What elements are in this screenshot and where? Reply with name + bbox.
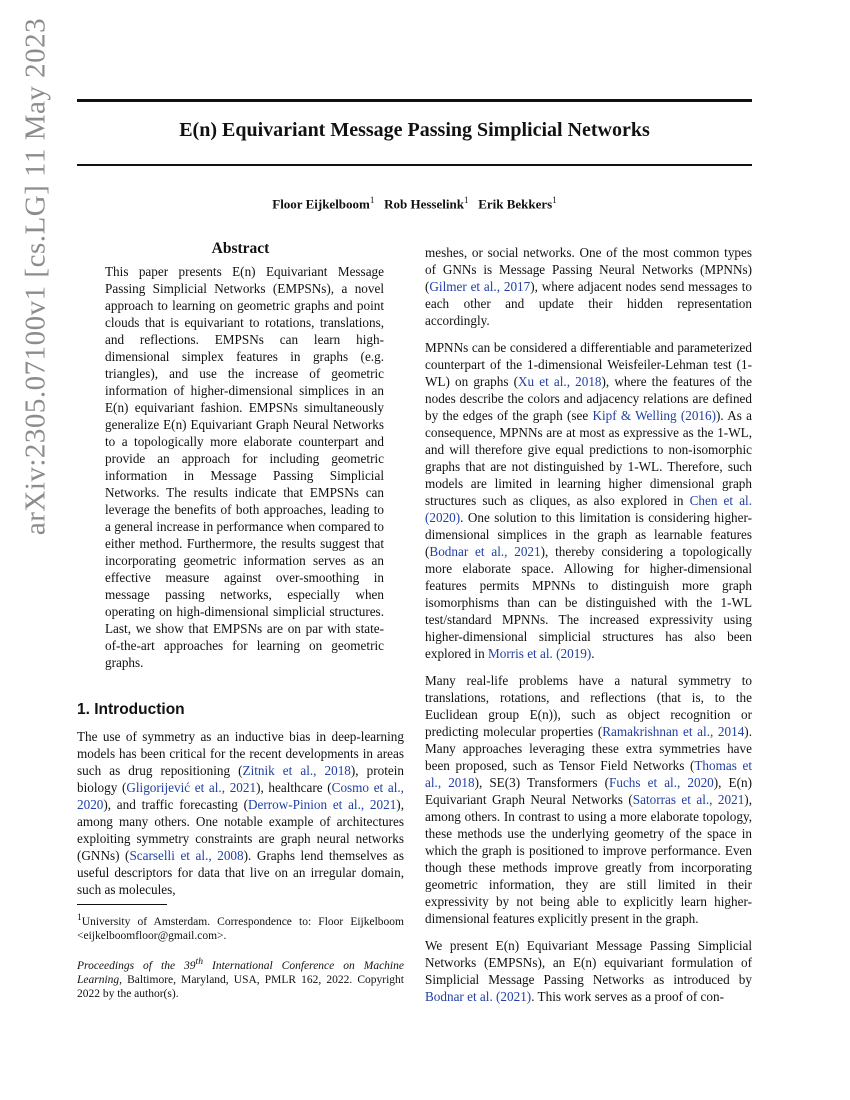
author-affiliation: 1 — [463, 195, 469, 205]
body-paragraph: MPNNs can be considered a differentiable and parameterized counterpart of the 1-dimensional Weisfeiler-Lehman test (1-WL) on graphs (Xu et al., 2018), where the features of the nodes describe the colors and adjacency relations are defined by the edges of the graph (see Kipf & Welling (2016)). As a consequence, MPNNs are at most as expressive as the 1-WL, and will therefore give equal predictions to non-isomorphic graphs that are not distinguished by 1-WL. Therefore, such models are limited in learning higher dimensional graph structures such as cliques, as also explored in Chen et al. (2020). One solution to this limitation is considering higher-dimensional simplices in the graph as learnable features (Bodnar et al., 2021), thereby considering a topologically more elaborate space. Allowing for higher-dimensional features permits MPNNs to distinguish more graph isomorphisms than can be distinguished with the 1-WL test/standard MPNNs. The increased expressivity using higher-dimensional simplicial structures has also been explored in Morris et al. (2019). — [425, 340, 753, 661]
proceedings-prefix: Proceedings of the 39 — [77, 959, 196, 972]
author-name: Erik Bekkers — [478, 196, 553, 212]
proceedings-rest: , Baltimore, Maryland, USA, PMLR 162, 2022. Copyright 2022 by the author(s). — [77, 973, 404, 1000]
citation-link[interactable]: Derrow-Pinion et al., 2021 — [247, 797, 397, 812]
proceedings-note — [77, 955, 404, 1001]
abstract-heading: Abstract — [211, 240, 270, 257]
proceedings-conference: International Conference on Machine Learning — [77, 959, 404, 986]
citation-link[interactable]: Kipf & Welling (2016) — [592, 408, 717, 423]
abstract-text: This paper presents E(n) Equivariant Message Passing Simplicial Networks (EMPSNs), a novel approach to learning on geometric graphs and point clouds that is equivariant to rotations, translations, and reflections. EMPSNs can learn high-dimensional simplex features in graphs (e.g. triangles), and use the increase of geometric information of higher-dimensional simplices in an E(n) equivariant fashion. EMPSNs simultaneously generalize E(n) Equivariant Graph Neural Networks to a topologically more elaborate counterpart and provide an approach for including geometric information in Message Passing Simplicial Networks. The results indicate that EMPSNs can leverage the benefits of both approaches, leading to a general increase in performance when compared to either method. Furthermore, the results suggest that incorporating geometric information serves as an effective measure against over-smoothing in message passing networks, especially when operating on high-dimensional simplicial structures. Last, we show that EMPSNs are on par with state-of-the-art approaches for learning on geometric graphs. — [105, 264, 384, 670]
citation-link[interactable]: Ramakrishnan et al., 2014 — [602, 724, 745, 739]
citation-link[interactable]: Thomas et al., 2018 — [425, 758, 752, 790]
footnote-mark: 1 — [77, 912, 82, 923]
citation-link[interactable]: Satorras et al., 2021 — [632, 792, 745, 807]
paper-title: E(n) Equivariant Message Passing Simplicial Networks — [179, 119, 650, 141]
arxiv-identifier: arXiv:2305.07100v1 [cs.LG] 11 May 2023 — [19, 17, 52, 536]
author-list — [77, 195, 752, 212]
citation-link[interactable]: Xu et al., 2018 — [518, 374, 602, 389]
body-paragraph: meshes, or social networks. One of the most common types of GNNs is Message Passing Neural Networks (MPNNs) (Gilmer et al., 2017), where adjacent nodes send messages to each other and update their hidden representation accordingly. — [425, 245, 752, 328]
footnote-rule — [77, 904, 167, 905]
citation-link[interactable]: Scarselli et al., 2008 — [129, 848, 244, 863]
title-top-rule — [77, 99, 752, 102]
author-affiliation: 1 — [369, 195, 375, 205]
body-paragraph: Many real-life problems have a natural symmetry to translations, rotations, and reflections (that is, to the Euclidean group E(n)), such as object recognition or predicting molecular properties (Ramakrishnan et al., 2014). Many approaches leveraging these extra symmetries have been proposed, such as Tensor Field Networks (Thomas et al., 2018), SE(3) Transformers (Fuchs et al., 2020), E(n) Equivariant Graph Neural Networks (Satorras et al., 2021), among others. In contrast to using a more elaborate topology, these methods use the underlying geometry of the space in which the graph is positioned to improve performance. Even though these methods improve greatly from incorporating geometric information, they are still limited in their expressivity by not being able to explicitly learn higher-dimensional features explicitly present in the graph. — [425, 673, 752, 926]
citation-link[interactable]: Bodnar et al. (2021) — [425, 989, 532, 1004]
author-name: Floor Eijkelboom — [272, 196, 370, 212]
citation-link[interactable]: Chen et al. (2020) — [425, 493, 753, 525]
left-column — [77, 240, 404, 908]
citation-link[interactable]: Bodnar et al., 2021 — [429, 544, 541, 559]
citation-link[interactable]: Zitnik et al., 2018 — [242, 763, 351, 778]
footnote — [77, 911, 404, 943]
section-heading: 1. Introduction — [77, 701, 185, 718]
citation-link[interactable]: Gilmer et al., 2017 — [429, 279, 531, 294]
proceedings-sup: th — [195, 956, 203, 967]
author-name: Rob Hesselink — [384, 196, 464, 212]
citation-link[interactable]: Gligorijević et al., 2021 — [126, 780, 257, 795]
intro-paragraph: The use of symmetry as an inductive bias in deep-learning models has been critical for the recent developments in areas such as drug repositioning (Zitnik et al., 2018), protein biology (Gligorijević et al., 2021), healthcare (Cosmo et al., 2020), and traffic forecasting (Derrow-Pinion et al., 2021), among many others. One notable example of architectures exploiting symmetry constraints are graph neural networks (GNNs) (Scarselli et al., 2008). Graphs lend themselves as useful descriptors for data that live on an irregular domain, such as molecules, — [77, 729, 404, 897]
citation-link[interactable]: Morris et al. (2019) — [488, 646, 592, 661]
right-column — [425, 244, 752, 1015]
title-bottom-rule — [77, 164, 752, 166]
citation-link[interactable]: Fuchs et al., 2020 — [609, 775, 714, 790]
author-affiliation: 1 — [552, 195, 557, 205]
body-paragraph: We present E(n) Equivariant Message Passing Simplicial Networks (EMPSNs), an E(n) equivariant formulation of Simplicial Message Passing Networks as introduced by Bodnar et al. (2021). This work serves as a proof of con- — [425, 938, 752, 1004]
footnote-text: University of Amsterdam. Correspondence to: Floor Eijkelboom <eijkelboomfloor@gmail.com>. — [77, 915, 404, 942]
citation-link[interactable]: Cosmo et al., 2020 — [77, 780, 404, 812]
